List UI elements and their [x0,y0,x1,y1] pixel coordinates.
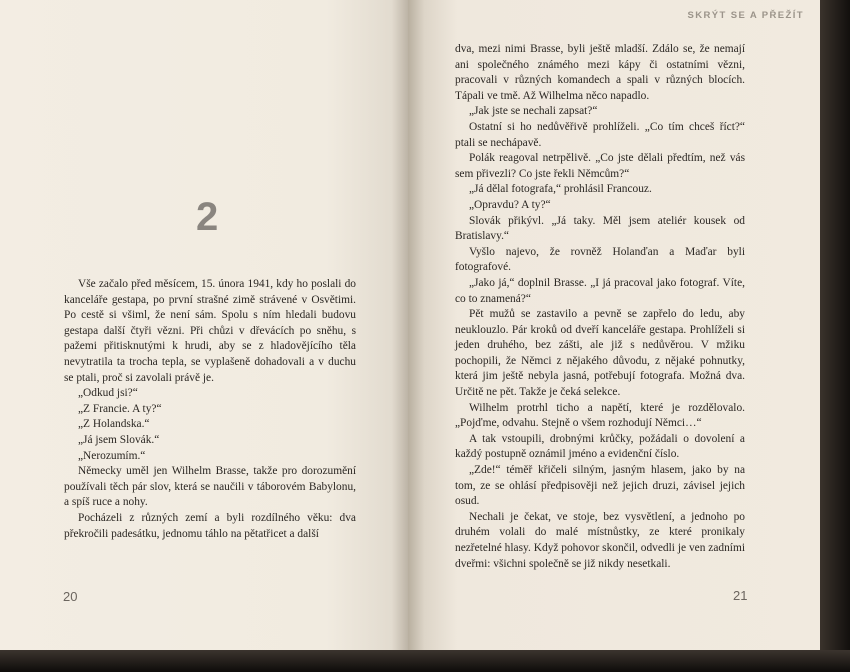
dialogue-line: „Z Holandska.“ [78,418,150,431]
paragraph: Pocházeli z různých zemí a byli rozdílného věku: dva překročili padesátku, jednomu táhlo na pětatřicet a další [64,511,356,540]
paragraph: „Zde!“ téměř křičeli silným, jasným hlasem, jako by na tom, ze se ohlásí předpisověji než jejich druzi, závisel jejich osud. [455,464,745,508]
dialogue-line: „Já jsem Slovák.“ [78,433,160,446]
paragraph: Německy uměl jen Wilhelm Brasse, takže pro dorozumění používali těch pár slov, která se naučili v táborovém Babylonu, a spíš ruce a nohy. [64,465,356,509]
paragraph: Slovák přikývl. „Já taky. Měl jsem ateliér kousek od Bratislavy.“ [455,214,745,243]
paragraph: Vyšlo najevo, že rovněž Holanďan a Maďar byli fotografové. [455,245,745,274]
running-header: SKRÝT SE A PŘEŽÍT [687,10,804,21]
chapter-number: 2 [196,195,219,239]
paragraph: „Opravdu? A ty?“ [469,198,551,211]
right-text-column [455,42,745,572]
paragraph: Nechali je čekat, ve stoje, bez vysvětlení, a jednoho po druhém volali do malé místnůstky, ze které pronikaly nezřetelné hlasy. Když pohovor skončil, odvedli je ven zadními dveřmi: všichni společně se již nikdy nesetkali. [455,510,745,570]
page-number-right: 21 [733,588,748,603]
paragraph: Pět mužů se zastavilo a pevně se zapřelo do ledu, aby neuklouzlo. Pár kroků od dveří kanceláře gestapa. Prohlíželi si jeden druhého, bez zášti, ale již s nedůvěrou. V mžiku pochopili, že Němci z nějakého důvodu, z nějaké pohnutky, která jim ještě nebyla jasná, potřebují fotografa. Možná dva. Určitě ne pět. Takže je čeká selekce. [455,308,745,399]
paragraph: Vše začalo před měsícem, 15. února 1941, kdy ho poslali do kanceláře gestapa, po první strašné zimě strávené v Osvětimi. Po cestě si všiml, že není sám. Spolu s ním hledali budovu gestapa další čtyři vězni. Při chůzi v dřevácích po sněhu, s pažemi přitisknutými k hrudi, aby se z hladovějícího těla nevytratila ta trocha tepla, se vyplašeně dohadovali a v duchu se ptali, proč si zavolali právě je. [64,278,356,384]
dialogue-line: „Z Francie. A ty?“ [78,402,162,415]
dialogue-line: „Odkud jsi?“ [78,387,138,400]
paragraph: A tak vstoupili, drobnými krůčky, požádali o dovolení a každý postupně oznámil jméno a evidenční číslo. [455,432,745,461]
left-page [0,0,408,650]
paragraph: dva, mezi nimi Brasse, byli ještě mladší. Zdálo se, že nemají ani společného známého mezi kápy či ostatními vězni, pracovali v různých komandech a spali v různých blocích. Tápali ve tmě. Až Wilhelma něco napadlo. [455,43,745,102]
bottom-edge-shadow [0,650,850,672]
left-text-column [64,277,356,542]
paragraph: Wilhelm protrhl ticho a napětí, které je rozdělovalo. „Pojďme, odvahu. Stejně o všem rozhodují Němci…“ [455,401,745,430]
paragraph: Ostatní si ho nedůvěřivě prohlíželi. „Co tím chceš říct?“ ptali se nechápavě. [455,120,745,149]
right-page [408,0,820,650]
page-edge-shadow [820,0,850,672]
paragraph: Polák reagoval netrpělivě. „Co jste dělali předtím, než vás sem přivezli? Co jste řekli Němcům?“ [455,152,745,180]
dialogue-line: „Nerozumím.“ [78,449,146,462]
paragraph: „Já dělal fotografa,“ prohlásil Francouz. [469,183,652,196]
paragraph: „Jak jste se nechali zapsat?“ [469,105,598,118]
paragraph: „Jako já,“ doplnil Brasse. „I já pracoval jako fotograf. Víte, co to znamená?“ [455,276,745,305]
page-number-left: 20 [63,589,78,604]
